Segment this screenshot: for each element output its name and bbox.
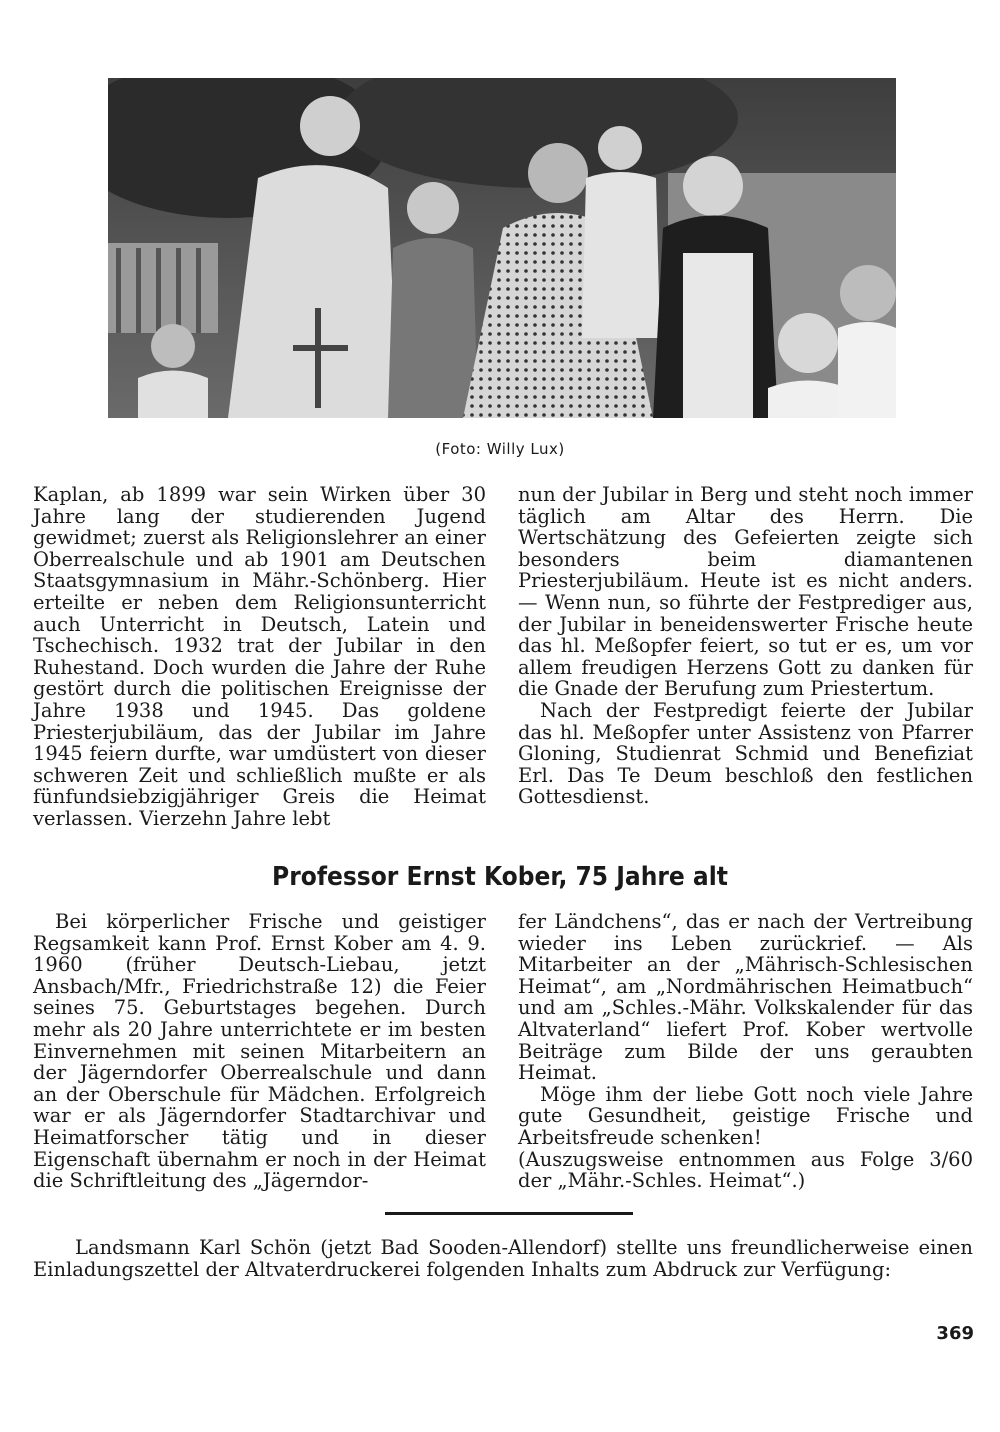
article2-paragraph: Bei körperlicher Frische und geistiger Regsamkeit kann Prof. Ernst Kober am 4. 9. 1960 (früher Deutsch-Liebau, jetzt Ansbach/Mfr., Friedrichstraße 12) die Feier seines 75. Geburtstages begehen. Durch mehr als 20 Jahre unterrichtete er im besten Einvernehmen mit seinen Mitarbeitern an der Jägerndorfer Oberrealschule und dann an der Oberschule für Mädchen. Erfolgreich war er als Jägerndorfer Stadtarchivar und Heimatforscher tätig und in dieser Eigenschaft übernahm er noch in der Heimat die Schriftleitung des „Jägerndor-	[33, 910, 486, 1193]
article1-paragraph: Kaplan, ab 1899 war sein Wirken über 30 Jahre lang der studierenden Jugend gewidmet; zuerst als Religionslehrer an einer Oberrealschule und ab 1901 am Deutschen Staatsgymnasium in Mähr.-Schönberg. Hier erteilte er neben dem Religionsunterricht auch Unterricht in Deutsch, Latein und Tschechisch. 1932 trat der Jubilar in den Ruhestand. Doch wurden die Jahre der Ruhe gestört durch die politischen Ereignisse der Jahre 1938 und 1945. Das goldene Priesterjubiläum, das der Jubilar im Jahre 1945 feiern durfte, war umdüstert von dieser schweren Zeit und schließlich mußte er als fünfundsiebzigjähriger Greis die Heimat verlassen. Vierzehn Jahre lebt	[33, 483, 486, 830]
article2-column-left	[33, 911, 486, 1192]
article1-column-left	[33, 484, 486, 830]
article2-headline: Professor Ernst Kober, 75 Jahre alt	[272, 862, 728, 892]
article2-paragraph: fer Ländchens“, das er nach der Vertreibung wieder ins Leben zurückrief. — Als Mitarbeiter an der „Mährisch-Schlesischen Heimat“, am „Nordmährischen Heimatbuch“ und am „Schles.-Mähr. Volkskalender für das Altvaterland“ liefert Prof. Kober wertvolle Beiträge zum Bilde der uns geraubten Heimat.	[518, 910, 973, 1085]
section-divider	[385, 1212, 633, 1215]
photo-icon	[108, 78, 896, 418]
notice-paragraph: Landsmann Karl Schön (jetzt Bad Sooden-Allendorf) stellte uns freundlicherweise einen Einladungszettel der Altvaterdruckerei folgenden Inhalts zum Abdruck zur Verfügung:	[33, 1236, 973, 1281]
article2-paragraph: Möge ihm der liebe Gott noch viele Jahre gute Gesundheit, geistige Frische und Arbeitsfreude schenken!	[518, 1082, 973, 1149]
article1-paragraph: Nach der Festpredigt feierte der Jubilar das hl. Meßopfer unter Assistenz von Pfarrer Gloning, Studienrat Schmid und Benefiziat Erl. Das Te Deum beschloß den festlichen Gottesdienst.	[518, 698, 973, 809]
page-number: 369	[936, 1323, 974, 1344]
photo	[108, 78, 896, 418]
photo-caption: (Foto: Willy Lux)	[435, 440, 565, 458]
article2-paragraph: (Auszugsweise entnommen aus Folge 3/60 der „Mähr.-Schles. Heimat“.)	[518, 1147, 973, 1193]
notice-block	[33, 1237, 973, 1280]
article1-column-right	[518, 484, 973, 808]
article1-paragraph: nun der Jubilar in Berg und steht noch immer täglich am Altar des Herrn. Die Wertschätzung des Gefeierten zeigte sich besonders beim diamantenen Priesterjubiläum. Heute ist es nicht anders. — Wenn nun, so führte der Festprediger aus, der Jubilar in beneidenswerter Frische heute das hl. Meßopfer feiert, so tut er es, um vor allem freudigen Herzens Gott zu danken für die Gnade der Berufung zum Priestertum.	[518, 483, 973, 701]
article2-column-right	[518, 911, 973, 1192]
